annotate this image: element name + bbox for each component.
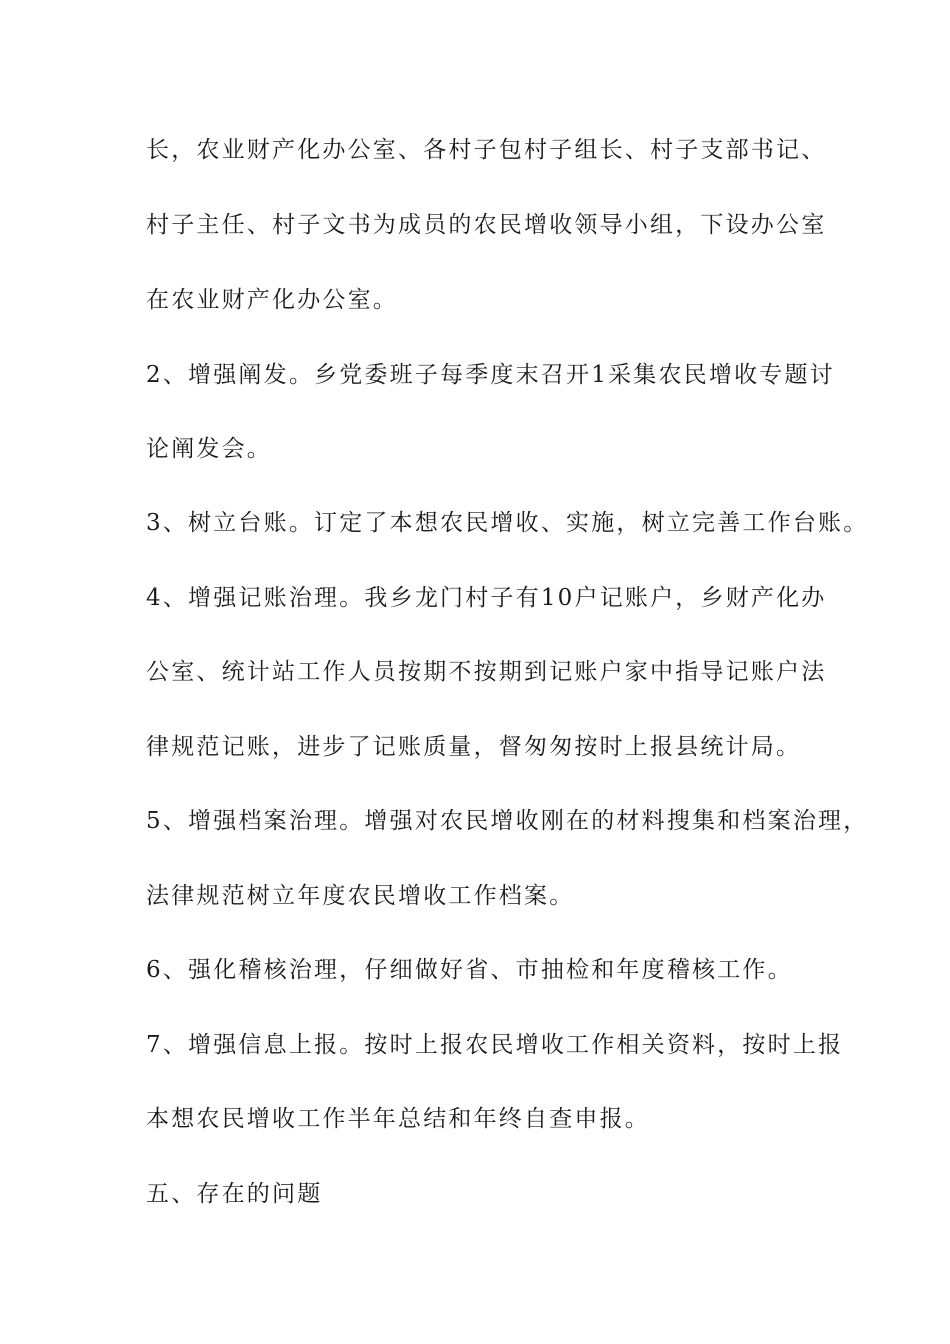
text-line: 2、增强阐发。乡党委班子每季度末召开1采集农民增收专题讨 [146, 362, 835, 388]
text-line: 村子主任、村子文书为成员的农民增收领导小组，下设办公室 [146, 212, 827, 238]
text-line: 法律规范树立年度农民增收工作档案。 [146, 883, 575, 909]
section-heading: 五、存在的问题 [146, 1181, 323, 1207]
text-line: 在农业财产化办公室。 [146, 287, 398, 313]
text-line: 4、增强记账治理。我乡龙门村子有10户记账户，乡财产化办 [146, 585, 827, 611]
text-line: 本想农民增收工作半年总结和年终自查申报。 [146, 1106, 650, 1132]
text-line: 3、树立台账。订定了本想农民增收、实施，树立完善工作台账。 [146, 510, 869, 536]
text-line: 律规范记账，进步了记账质量，督匆匆按时上报县统计局。 [146, 734, 802, 760]
text-line: 长，农业财产化办公室、各村子包村子组长、村子支部书记、 [146, 137, 827, 163]
text-line: 5、增强档案治理。增强对农民增收刚在的材料搜集和档案治理， [146, 808, 869, 834]
text-line: 论阐发会。 [146, 436, 272, 462]
text-line: 公室、统计站工作人员按期不按期到记账户家中指导记账户法 [146, 659, 827, 685]
text-line: 6、强化稽核治理，仔细做好省、市抽检和年度稽核工作。 [146, 957, 793, 983]
text-line: 7、增强信息上报。按时上报农民增收工作相关资料，按时上报 [146, 1032, 844, 1058]
